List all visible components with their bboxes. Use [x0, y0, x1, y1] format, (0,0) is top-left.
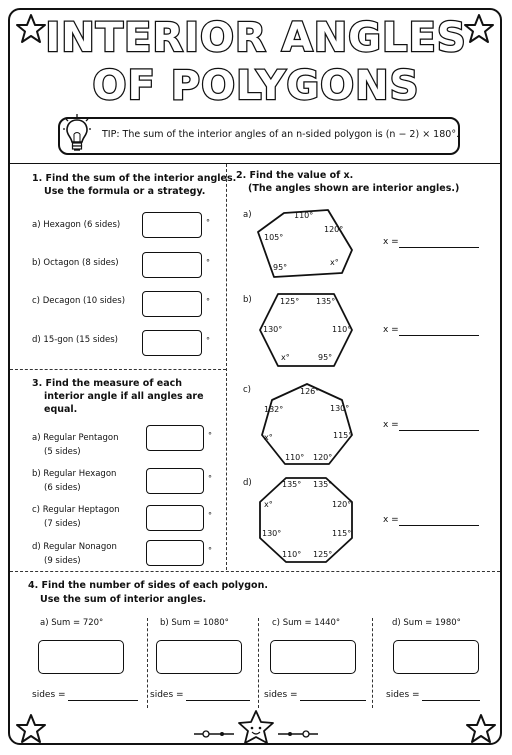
q4-heading-line2: Use the sum of interior angles. — [40, 594, 207, 605]
angle-label: 115° — [333, 431, 353, 440]
smiling-star-ornament-icon — [190, 708, 322, 748]
angle-label: 125° — [313, 550, 333, 559]
angle-label: 130° — [330, 404, 350, 413]
answer-line-c[interactable] — [399, 430, 479, 431]
angle-label: 110° — [294, 211, 314, 220]
q1-item-label: d) 15-gon (15 sides) — [32, 335, 118, 345]
tip-text: TIP: The sum of the interior angles of an n-sided polygon is (n − 2) × 180°. — [102, 129, 460, 140]
q4-divider — [258, 618, 259, 708]
q4-item-label: c) Sum = 1440° — [272, 618, 341, 628]
divider-q1-q3 — [10, 369, 226, 370]
q4-divider — [147, 618, 148, 708]
corner-star-bottom-left-icon — [14, 712, 48, 746]
q1-answer-box-c[interactable] — [142, 291, 202, 317]
divider-q4 — [10, 571, 500, 572]
degree-mark: ° — [208, 431, 212, 440]
corner-star-bottom-right-icon — [464, 712, 498, 746]
angle-label: 120° — [313, 453, 333, 462]
q2-shape-letter: b) — [243, 295, 252, 305]
angle-label: 95° — [318, 353, 333, 362]
x-equals-label: x = — [383, 515, 399, 525]
angle-label: 135° — [313, 480, 333, 489]
angle-label: x° — [281, 353, 290, 362]
angle-label: x° — [330, 258, 339, 267]
q3-heading-line1: 3. Find the measure of each — [32, 378, 183, 389]
sides-line-a[interactable] — [68, 700, 138, 701]
q4-answer-box-c[interactable] — [270, 640, 356, 674]
q4-item-label: a) Sum = 720° — [40, 618, 104, 628]
angle-label: 110° — [282, 550, 302, 559]
q3-answer-box-a[interactable] — [146, 425, 204, 451]
answer-line-a[interactable] — [399, 247, 479, 248]
q4-divider — [372, 618, 373, 708]
angle-label: 105° — [264, 233, 284, 242]
sides-label: sides = — [150, 690, 184, 700]
sides-line-d[interactable] — [422, 700, 480, 701]
q3-item-sub: (7 sides) — [44, 519, 81, 529]
q3-answer-box-d[interactable] — [146, 540, 204, 566]
angle-label: 132° — [264, 405, 284, 414]
q2-shape-letter: d) — [243, 478, 252, 488]
q3-item-label: b) Regular Hexagon — [32, 469, 117, 479]
q1-item-label: b) Octagon (8 sides) — [32, 258, 119, 268]
angle-label: 120° — [324, 225, 344, 234]
q1-answer-box-d[interactable] — [142, 330, 202, 356]
q1-item-label: a) Hexagon (6 sides) — [32, 220, 121, 230]
q3-answer-box-c[interactable] — [146, 505, 204, 531]
title-line-1: INTERIOR ANGLES — [45, 15, 467, 61]
angle-label: x° — [264, 433, 273, 442]
q3-answer-box-b[interactable] — [146, 468, 204, 494]
divider-vertical — [226, 164, 227, 570]
q4-heading-line1: 4. Find the number of sides of each polygon. — [28, 580, 268, 591]
q3-item-label: a) Regular Pentagon — [32, 433, 119, 443]
angle-label: 135° — [282, 480, 302, 489]
q2-heading-line1: 2. Find the value of x. — [236, 170, 354, 181]
q1-item-label: c) Decagon (10 sides) — [32, 296, 126, 306]
sides-line-b[interactable] — [186, 700, 250, 701]
q1-heading-line2: Use the formula or a strategy. — [44, 186, 206, 197]
angle-label: 115° — [332, 529, 352, 538]
q3-heading-line2: interior angle if all angles are — [44, 391, 204, 402]
degree-mark: ° — [206, 297, 210, 306]
answer-line-d[interactable] — [399, 525, 479, 526]
q3-item-sub: (5 sides) — [44, 447, 81, 457]
q4-answer-box-d[interactable] — [393, 640, 479, 674]
angle-label: 110° — [285, 453, 305, 462]
angle-label: 95° — [273, 263, 288, 272]
q4-item-label: b) Sum = 1080° — [160, 618, 229, 628]
lightbulb-icon — [62, 112, 92, 158]
q4-item-label: d) Sum = 1980° — [392, 618, 461, 628]
degree-mark: ° — [208, 546, 212, 555]
q2-shape-letter: a) — [243, 210, 252, 220]
q4-answer-box-a[interactable] — [38, 640, 124, 674]
sides-label: sides = — [264, 690, 298, 700]
degree-mark: ° — [208, 474, 212, 483]
angle-label: 135° — [316, 297, 336, 306]
q3-item-label: c) Regular Heptagon — [32, 505, 120, 515]
q3-item-sub: (6 sides) — [44, 483, 81, 493]
sides-line-c[interactable] — [300, 700, 366, 701]
divider-top — [10, 163, 500, 164]
degree-mark: ° — [206, 218, 210, 227]
angle-label: 120° — [332, 500, 352, 509]
q3-heading-line3: equal. — [44, 404, 78, 415]
degree-mark: ° — [206, 258, 210, 267]
degree-mark: ° — [208, 511, 212, 520]
q2-heading-line2: (The angles shown are interior angles.) — [248, 183, 460, 194]
q1-answer-box-b[interactable] — [142, 252, 202, 278]
q1-answer-box-a[interactable] — [142, 212, 202, 238]
q2-shape-letter: c) — [243, 385, 251, 395]
q3-item-sub: (9 sides) — [44, 556, 81, 566]
x-equals-label: x = — [383, 325, 399, 335]
sides-label: sides = — [32, 690, 66, 700]
angle-label: 110° — [332, 325, 352, 334]
octagon-figure — [256, 474, 356, 566]
degree-mark: ° — [206, 336, 210, 345]
angle-label: 126° — [300, 387, 320, 396]
sides-label: sides = — [386, 690, 420, 700]
angle-label: 130° — [262, 529, 282, 538]
q4-answer-box-b[interactable] — [156, 640, 242, 674]
title-line-2: OF POLYGONS — [92, 63, 420, 109]
x-equals-label: x = — [383, 420, 399, 430]
q1-heading-line1: 1. Find the sum of the interior angles. — [32, 173, 237, 184]
answer-line-b[interactable] — [399, 335, 479, 336]
angle-label: x° — [264, 500, 273, 509]
x-equals-label: x = — [383, 237, 399, 247]
q3-item-label: d) Regular Nonagon — [32, 542, 117, 552]
angle-label: 125° — [280, 297, 300, 306]
angle-label: 130° — [263, 325, 283, 334]
